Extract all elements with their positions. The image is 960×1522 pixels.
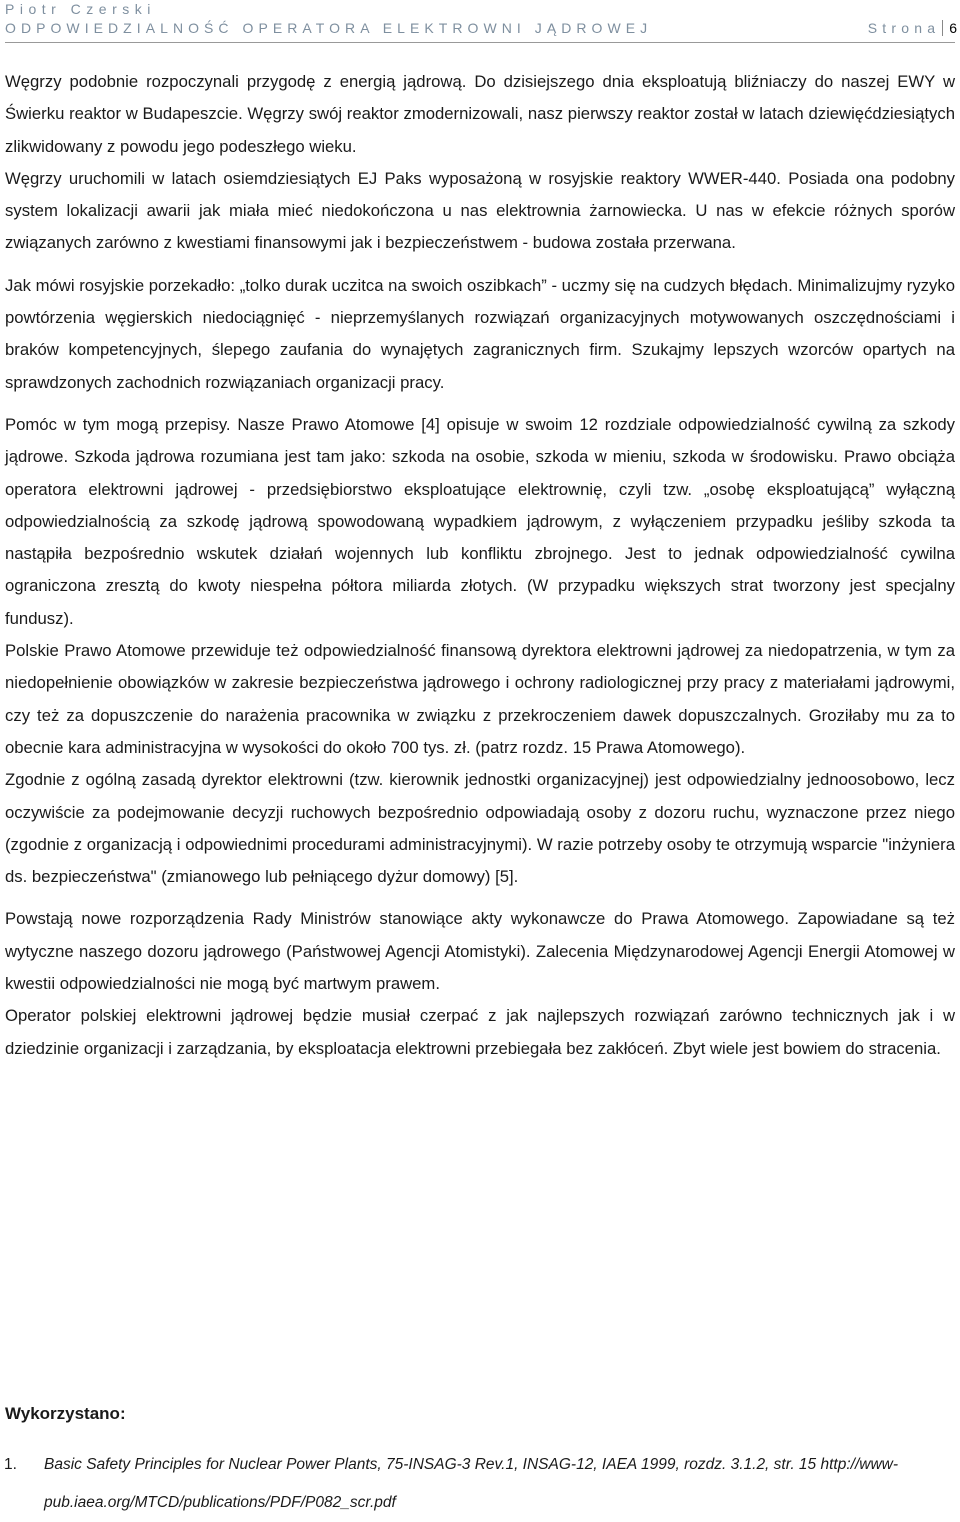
paragraph-4: Pomóc w tym mogą przepisy. Nasze Prawo Atomowe [4] opisuje w swoim 12 rozdziale odpowiedzialność cywilną za szkody jądrowe. Szkoda jądrowa rozumiana jest tam jako: szkoda na osobie, szkoda w mieniu, szkoda w środowisku. Prawo obciąża operatora elektrowni jądrowej - przedsiębiorstwo eksploatujące elektrownię, czyli tzw. „osobę eksploatującą” wyłączną odpowiedzialnością za szkodę jądrową spowodowaną wypadkiem jądrowym, z wyłączeniem przypadku jeśliby szkoda ta nastąpiła bezpośrednio wskutek działań wojennych lub konfliktu zbrojnego. Jest to jednak odpowiedzialność cywilna ograniczona zresztą do kwoty niespełna półtora miliarda złotych. (W przypadku większych strat tworzony jest specjalny fundusz). <box>5 414 955 628</box>
paragraph-1: Węgrzy podobnie rozpoczynali przygodę z energią jądrową. Do dzisiejszego dnia eksploatują bliźniaczy do naszej EWY w Świerku reaktor w Budapeszcie. Węgrzy swój reaktor zmodernizowali, nasz pierwszy reaktor został w latach dziewięćdziesiątych zlikwidowany z powodu jego podeszłego wieku. <box>5 72 955 156</box>
paragraph-5: Polskie Prawo Atomowe przewiduje też odpowiedzialność finansową dyrektora elektrowni jądrowej za niedopatrzenia, w tym za niedopełnienie obowiązków w zakresie bezpieczeństwa jądrowego i ochrony radiologicznej przy pracy z materiałami jądrowymi, czy też za dopuszczenie do narażenia pracownika w związku z przekroczeniem dawek dopuszczalnych. Groziłaby mu za to obecnie kara administracyjna w wysokości do około 700 tys. zł. (patrz rozdz. 15 Prawa Atomowego). <box>5 641 955 757</box>
paragraph-6: Zgodnie z ogólną zasadą dyrektor elektrowni (tzw. kierownik jednostki organizacyjnej) jest odpowiedzialny jednoosobowo, lecz oczywiście za podejmowanie decyzji ruchowych bezpośrednio odpowiadają osoby z dozoru ruchu, wyznaczone przez niego (zgodnie z organizacją i odpowiednimi procedurami administracyjnymi). W razie potrzeby osoby te otrzymują wsparcie "inżyniera ds. bezpieczeństwa" (zmianowego lub pełniącego dyżur domowy) [5]. <box>5 770 955 887</box>
reference-item <box>4 1446 955 1522</box>
references-heading: Wykorzystano: <box>5 1404 126 1423</box>
header-author: Piotr Czerski <box>5 1 156 17</box>
reference-index: 1. <box>4 1456 17 1473</box>
reference-text: Basic Safety Principles for Nuclear Power Plants, 75-INSAG-3 Rev.1, INSAG-12, IAEA 1999, rozdz. 3.1.2, str. 15 http://www-pub.iaea.org/MTCD/publications/PDF/P082_scr.pdf <box>44 1456 898 1511</box>
paragraph-7: Powstają nowe rozporządzenia Rady Ministrów stanowiące akty wykonawcze do Prawa Atomowego. Zapowiadane są też wytyczne naszego dozoru jądrowego (Państwowej Agencji Atomistyki). Zalecenia Międzynarodowej Agencji Energii Atomowej w kwestii odpowiedzialności nie mogą być martwym prawem. <box>5 909 955 994</box>
paragraph-spacer <box>5 260 955 270</box>
paragraph-spacer <box>5 399 955 409</box>
paragraph-3: Jak mówi rosyjskie porzekadło: „tolko durak uczitca na swoich oszibkach” - uczmy się na cudzych błędach. Minimalizujmy ryzyko powtórzenia węgierskich niedociągnięć - nieprzemyślanych rozwiązań organizacyjnych motywowanych oszczędnościami i braków kompetencyjnych, ślepego zaufania do wynajętych zagranicznych firm. Szukajmy lepszych wzorców opartych na sprawdzonych zachodnich rozwiązaniach organizacji pracy. <box>5 275 955 392</box>
paragraph-8: Operator polskiej elektrowni jądrowej będzie musiał czerpać z jak najlepszych rozwiązań zarówno technicznych jak i w dziedzinie organizacji i zarządzania, by eksploatacja elektrowni przebiegała bez zakłóceń. Zbyt wiele jest bowiem do stracenia. <box>5 1006 955 1058</box>
header-page-indicator <box>868 20 957 36</box>
header-page-number: 6 <box>942 20 957 36</box>
paragraph-2: Węgrzy uruchomili w latach osiemdziesiątych EJ Paks wyposażoną w rosyjskie reaktory WWER-440. Posiada ona podobny system lokalizacji awarii jak miała mieć niedokończona u nas elektrownia żarnowiecka. U nas w efekcie różnych sporów związanych zarówno z kwestiami finansowymi jak i bezpieczeństwem - budowa została przerwana. <box>5 168 955 253</box>
header-title: ODPOWIEDZIALNOŚĆ OPERATORA ELEKTROWNI JĄDROWEJ <box>5 20 653 36</box>
header-page-label: Strona <box>867 20 941 36</box>
document-body <box>5 66 955 1065</box>
paragraph-spacer <box>5 893 955 903</box>
header-divider <box>5 42 955 43</box>
